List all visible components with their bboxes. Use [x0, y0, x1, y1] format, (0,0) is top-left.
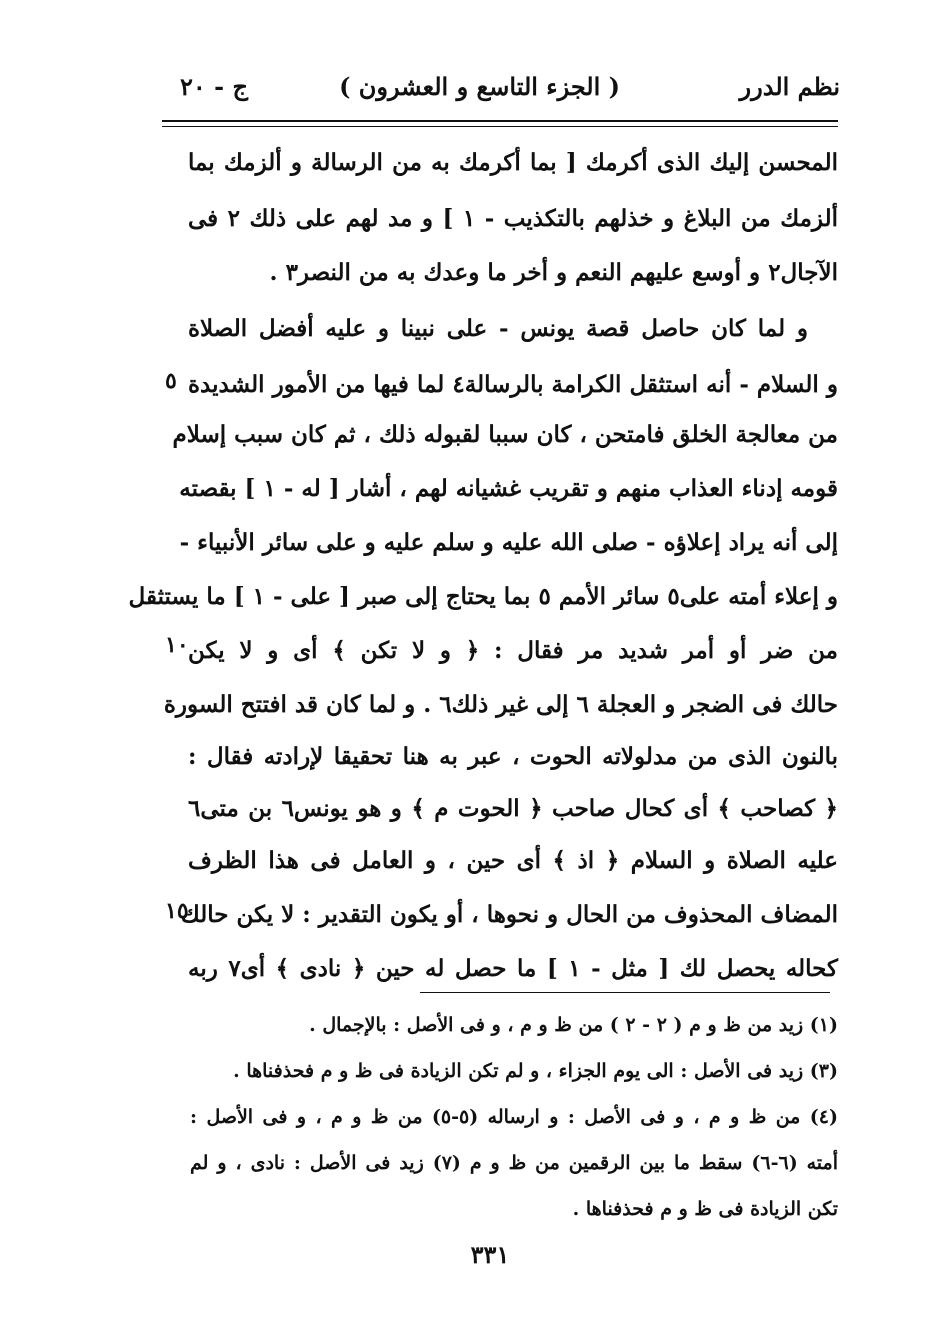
text-line: الآجال٢ و أوسع عليهم النعم و أخر ما وعدك به من النصر٣ . — [269, 259, 838, 286]
line-number: ١٠ — [165, 632, 189, 658]
page-number: ٣٣١ — [470, 1240, 510, 1269]
volume-label: ج - ٢٠ — [180, 72, 248, 101]
footnote-line: (١) زيد من ظ و م ( ٢ - ٢ ) من ظ و م ، و فى الأصل : بالإجمال . — [309, 1014, 838, 1036]
text-line: و لما كان حاصل قصة يونس - على نبينا و عليه أفضل الصلاة — [188, 315, 808, 342]
text-line: عليه الصلاة و السلام ﴿ اذ ﴾ أى حين ، و العامل فى هذا الظرف — [188, 847, 838, 874]
book-title: نظم الدرر — [739, 72, 840, 101]
text-line: ﴿ كصاحب ﴾ أى كحال صاحب ﴿ الحوت م ﴾ و هو يونس٦ بن متى٦ — [188, 795, 839, 822]
part-title: ( الجزء التاسع و العشرون ) — [339, 72, 620, 101]
text-line: حالك فى الضجر و العجلة ٦ إلى غير ذلك٦ . و لما كان قد افتتح السورة — [163, 691, 838, 718]
text-line: قومه إدناء العذاب منهم و تقريب غشيانه لهم ، أشار [ له - ١ ] بقصته — [179, 475, 838, 502]
text-line: و السلام - أنه استثقل الكرامة بالرسالة٤ لما فيها من الأمور الشديدة — [188, 371, 838, 398]
footnote-rule — [420, 992, 830, 993]
footnote-line: أمته (٦-٦) سقط ما بين الرقمين من ظ و م (٧) زيد فى الأصل : نادى ، و لم — [190, 1152, 838, 1174]
header-rule — [162, 120, 838, 127]
text-line: كحاله يحصل لك [ مثل - ١ ] ما حصل له حين ﴿ نادى ﴾ أى٧ ربه — [188, 955, 838, 982]
line-number: ٥ — [165, 368, 177, 394]
text-line: ألزمك من البلاغ و خذلهم بالتكذيب - ١ ] و مد لهم على ذلك ٢ فى — [188, 205, 838, 232]
footnote-line: تكن الزيادة فى ظ و م فحذفناها . — [572, 1198, 838, 1220]
footnote-line: (٤) من ظ و م ، و فى الأصل : و ارساله (٥-٥) من ظ و م ، و فى الأصل : — [190, 1106, 838, 1128]
text-line: بالنون الذى من مدلولاته الحوت ، عبر به هنا تحقيقا لإرادته فقال : — [188, 743, 838, 770]
text-line: من معالجة الخلق فامتحن ، كان سببا لقبوله ذلك ، ثم كان سبب إسلام — [172, 421, 838, 448]
text-line: من ضر أو أمر شديد مر فقال : ﴿ و لا تكن ﴾ أى و لا يكن — [188, 637, 838, 664]
line-number: ١٥ — [165, 898, 189, 924]
text-line: و إعلاء أمته على٥ سائر الأمم ٥ بما يحتاج إلى صبر [ على - ١ ] ما يستثقل — [128, 583, 838, 610]
running-header — [160, 72, 840, 112]
text-line: المضاف المحذوف من الحال و نحوها ، أو يكون التقدير : لا يكن حالك — [180, 901, 838, 928]
footnote-line: (٣) زيد فى الأصل : الى يوم الجزاء ، و لم تكن الزيادة فى ظ و م فحذفناها . — [233, 1060, 838, 1082]
text-line: المحسن إليك الذى أكرمك [ بما أكرمك به من الرسالة و ألزمك بما — [188, 149, 838, 176]
text-line: إلى أنه يراد إعلاؤه - صلى الله عليه و سلم عليه و على سائر الأنبياء - — [179, 529, 838, 556]
